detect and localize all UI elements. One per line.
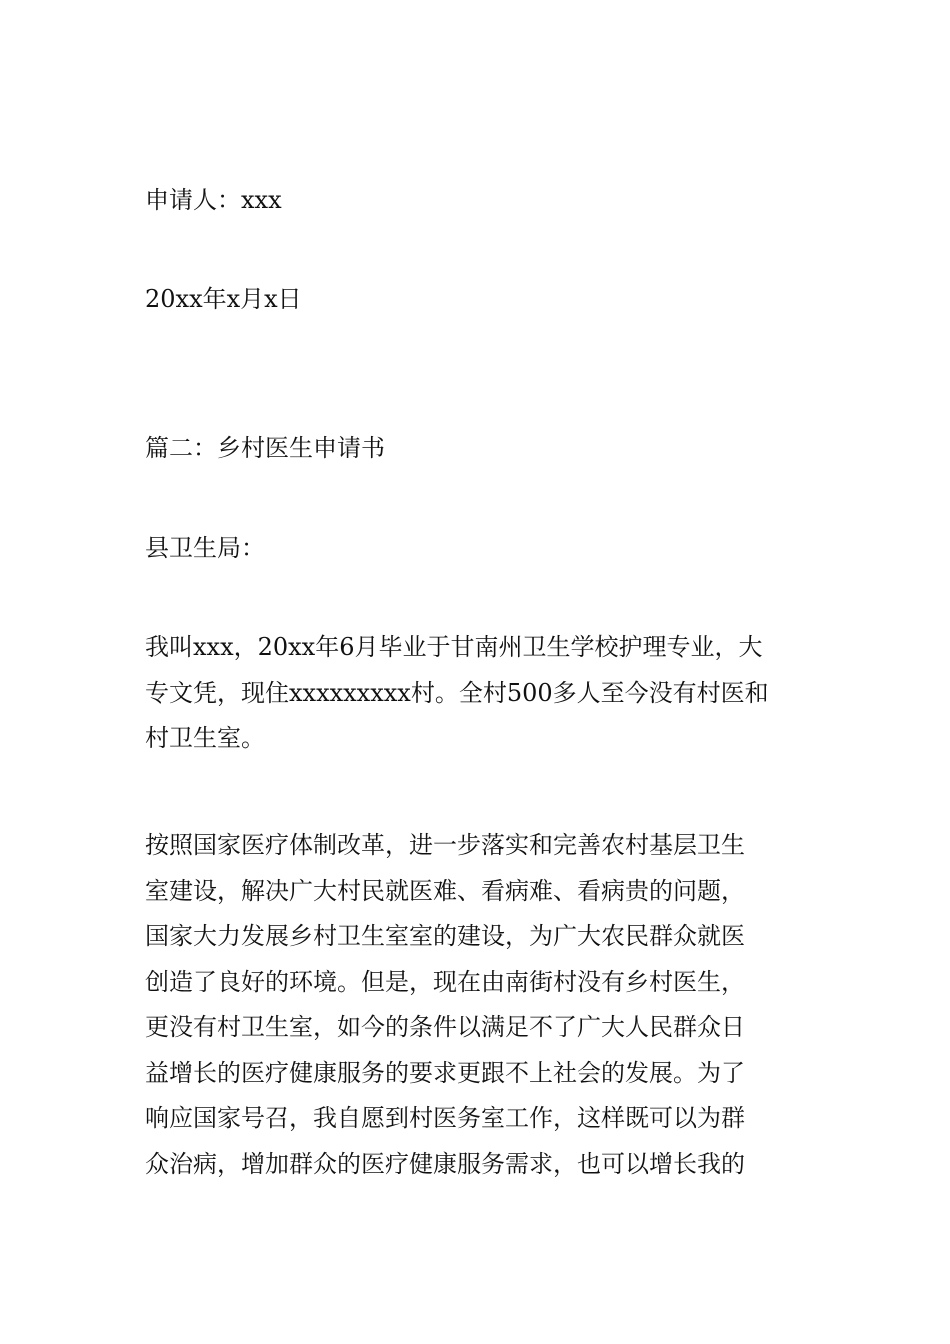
paragraph-line: 专文凭，现住xxxxxxxxx村。全村500多人至今没有村医和: [145, 678, 769, 707]
section-title: 篇二：乡村医生申请书: [145, 434, 385, 462]
paragraph-line: 众治病，增加群众的医疗健康服务需求，也可以增长我的: [145, 1149, 745, 1178]
paragraph-line: 益增长的医疗健康服务的要求更跟不上社会的发展。为了: [145, 1058, 745, 1087]
paragraph-line: 更没有村卫生室，如今的条件以满足不了广大人民群众日: [145, 1013, 745, 1041]
paragraph-line: 按照国家医疗体制改革，进一步落实和完善农村基层卫生: [145, 831, 745, 859]
paragraph-line: 创造了良好的环境。但是，现在由南街村没有乡村医生，: [145, 967, 745, 996]
date-line: 20xx年x月x日: [145, 285, 302, 313]
salutation: 县卫生局：: [145, 534, 265, 562]
paragraph-line: 我叫xxx，20xx年6月毕业于甘南州卫生学校护理专业，大: [145, 633, 763, 661]
paragraph-line: 国家大力发展乡村卫生室室的建设，为广大农民群众就医: [145, 922, 745, 950]
paragraph-line: 响应国家号召，我自愿到村医务室工作，这样既可以为群: [145, 1104, 745, 1132]
paragraph-2: [145, 823, 815, 1187]
paragraph-line: 村卫生室。: [145, 724, 265, 752]
paragraph-1: [145, 625, 815, 762]
paragraph-line: 室建设，解决广大村民就医难、看病难、看病贵的问题，: [145, 876, 745, 905]
applicant-line: 申请人：xxx: [145, 186, 282, 214]
